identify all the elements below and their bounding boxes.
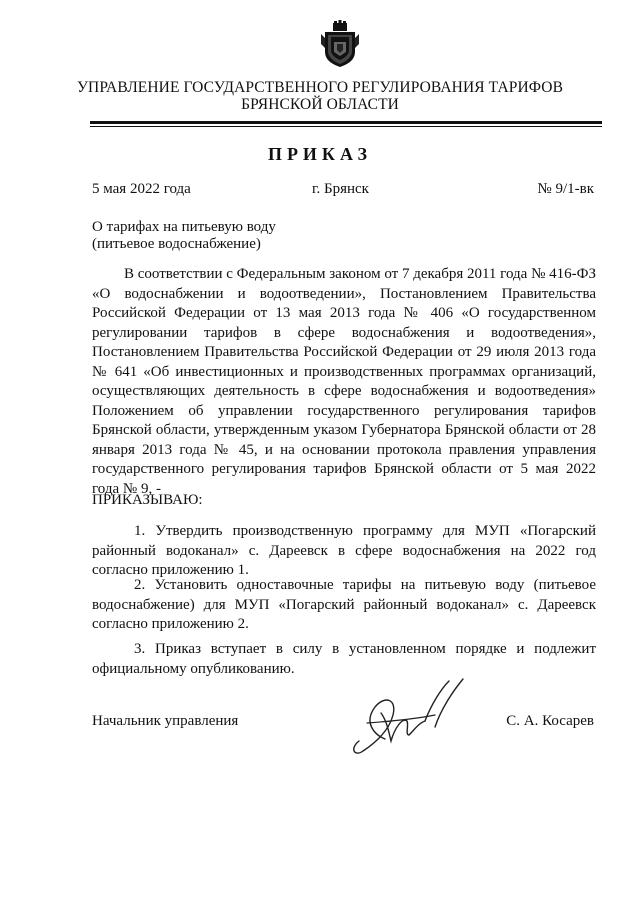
handwritten-signature-icon <box>345 677 470 759</box>
order-word: ПРИКАЗЫВАЮ: <box>92 492 203 508</box>
header-divider-thin <box>90 126 602 127</box>
order-item-3: 3. Приказ вступает в силу в установленном порядке и подлежит официальному опубликованию. <box>92 641 596 677</box>
signatory-name: С. А. Косарев <box>506 713 594 729</box>
organization-name-line2: БРЯНСКОЙ ОБЛАСТИ <box>241 96 399 113</box>
document-subject <box>92 219 276 253</box>
signatory-role: Начальник управления <box>92 713 239 729</box>
order-item-2: 2. Установить одноставочные тарифы на питьевую воду (питьевое водоснабжение) для МУП «Погарский районный водоканал» с. Дареевск согласно приложению 2. <box>92 577 596 632</box>
document-date: 5 мая 2022 года <box>92 181 191 197</box>
document-number: № 9/1-вк <box>537 181 594 197</box>
subject-line2: (питьевое водоснабжение) <box>92 236 261 252</box>
organization-name-line1: УПРАВЛЕНИЕ ГОСУДАРСТВЕННОГО РЕГУЛИРОВАНИЯ ТАРИФОВ <box>76 79 564 96</box>
header-divider-thick <box>90 121 602 124</box>
document-city: г. Брянск <box>312 181 369 197</box>
order-item-1: 1. Утвердить производственную программу для МУП «Погарский районный водоканал» с. Дареевск в сфере водоснабжения на 2022 год согласно приложению 1. <box>92 523 596 578</box>
subject-line1: О тарифах на питьевую воду <box>92 219 276 235</box>
coat-of-arms-emblem-icon <box>319 20 361 68</box>
document-title: ПРИКАЗ <box>267 144 373 164</box>
preamble-paragraph: В соответствии с Федеральным законом от 7 декабря 2011 года № 416-ФЗ «О водоснабжении и водоотведении», Постановлением Правительства Российской Федерации от 13 мая 2013 года № 406 «О государственном регулировании тарифов в сфере водоснабжения и водоотведения», Постановлением Правительства Российской Федерации от 29 июля 2013 года № 641 «Об инвестиционных и производственных программах организаций, осуществляющих деятельность в сфере водоснабжения и водоотведения» Положением об управлении государственного регулирования тарифов Брянской области, утвержденным указом Губернатора Брянской области от 28 января 2013 года № 45, и на основании протокола правления управления государственного регулирования тарифов Брянской области от 5 мая 2022 года № 9, - <box>92 266 596 497</box>
